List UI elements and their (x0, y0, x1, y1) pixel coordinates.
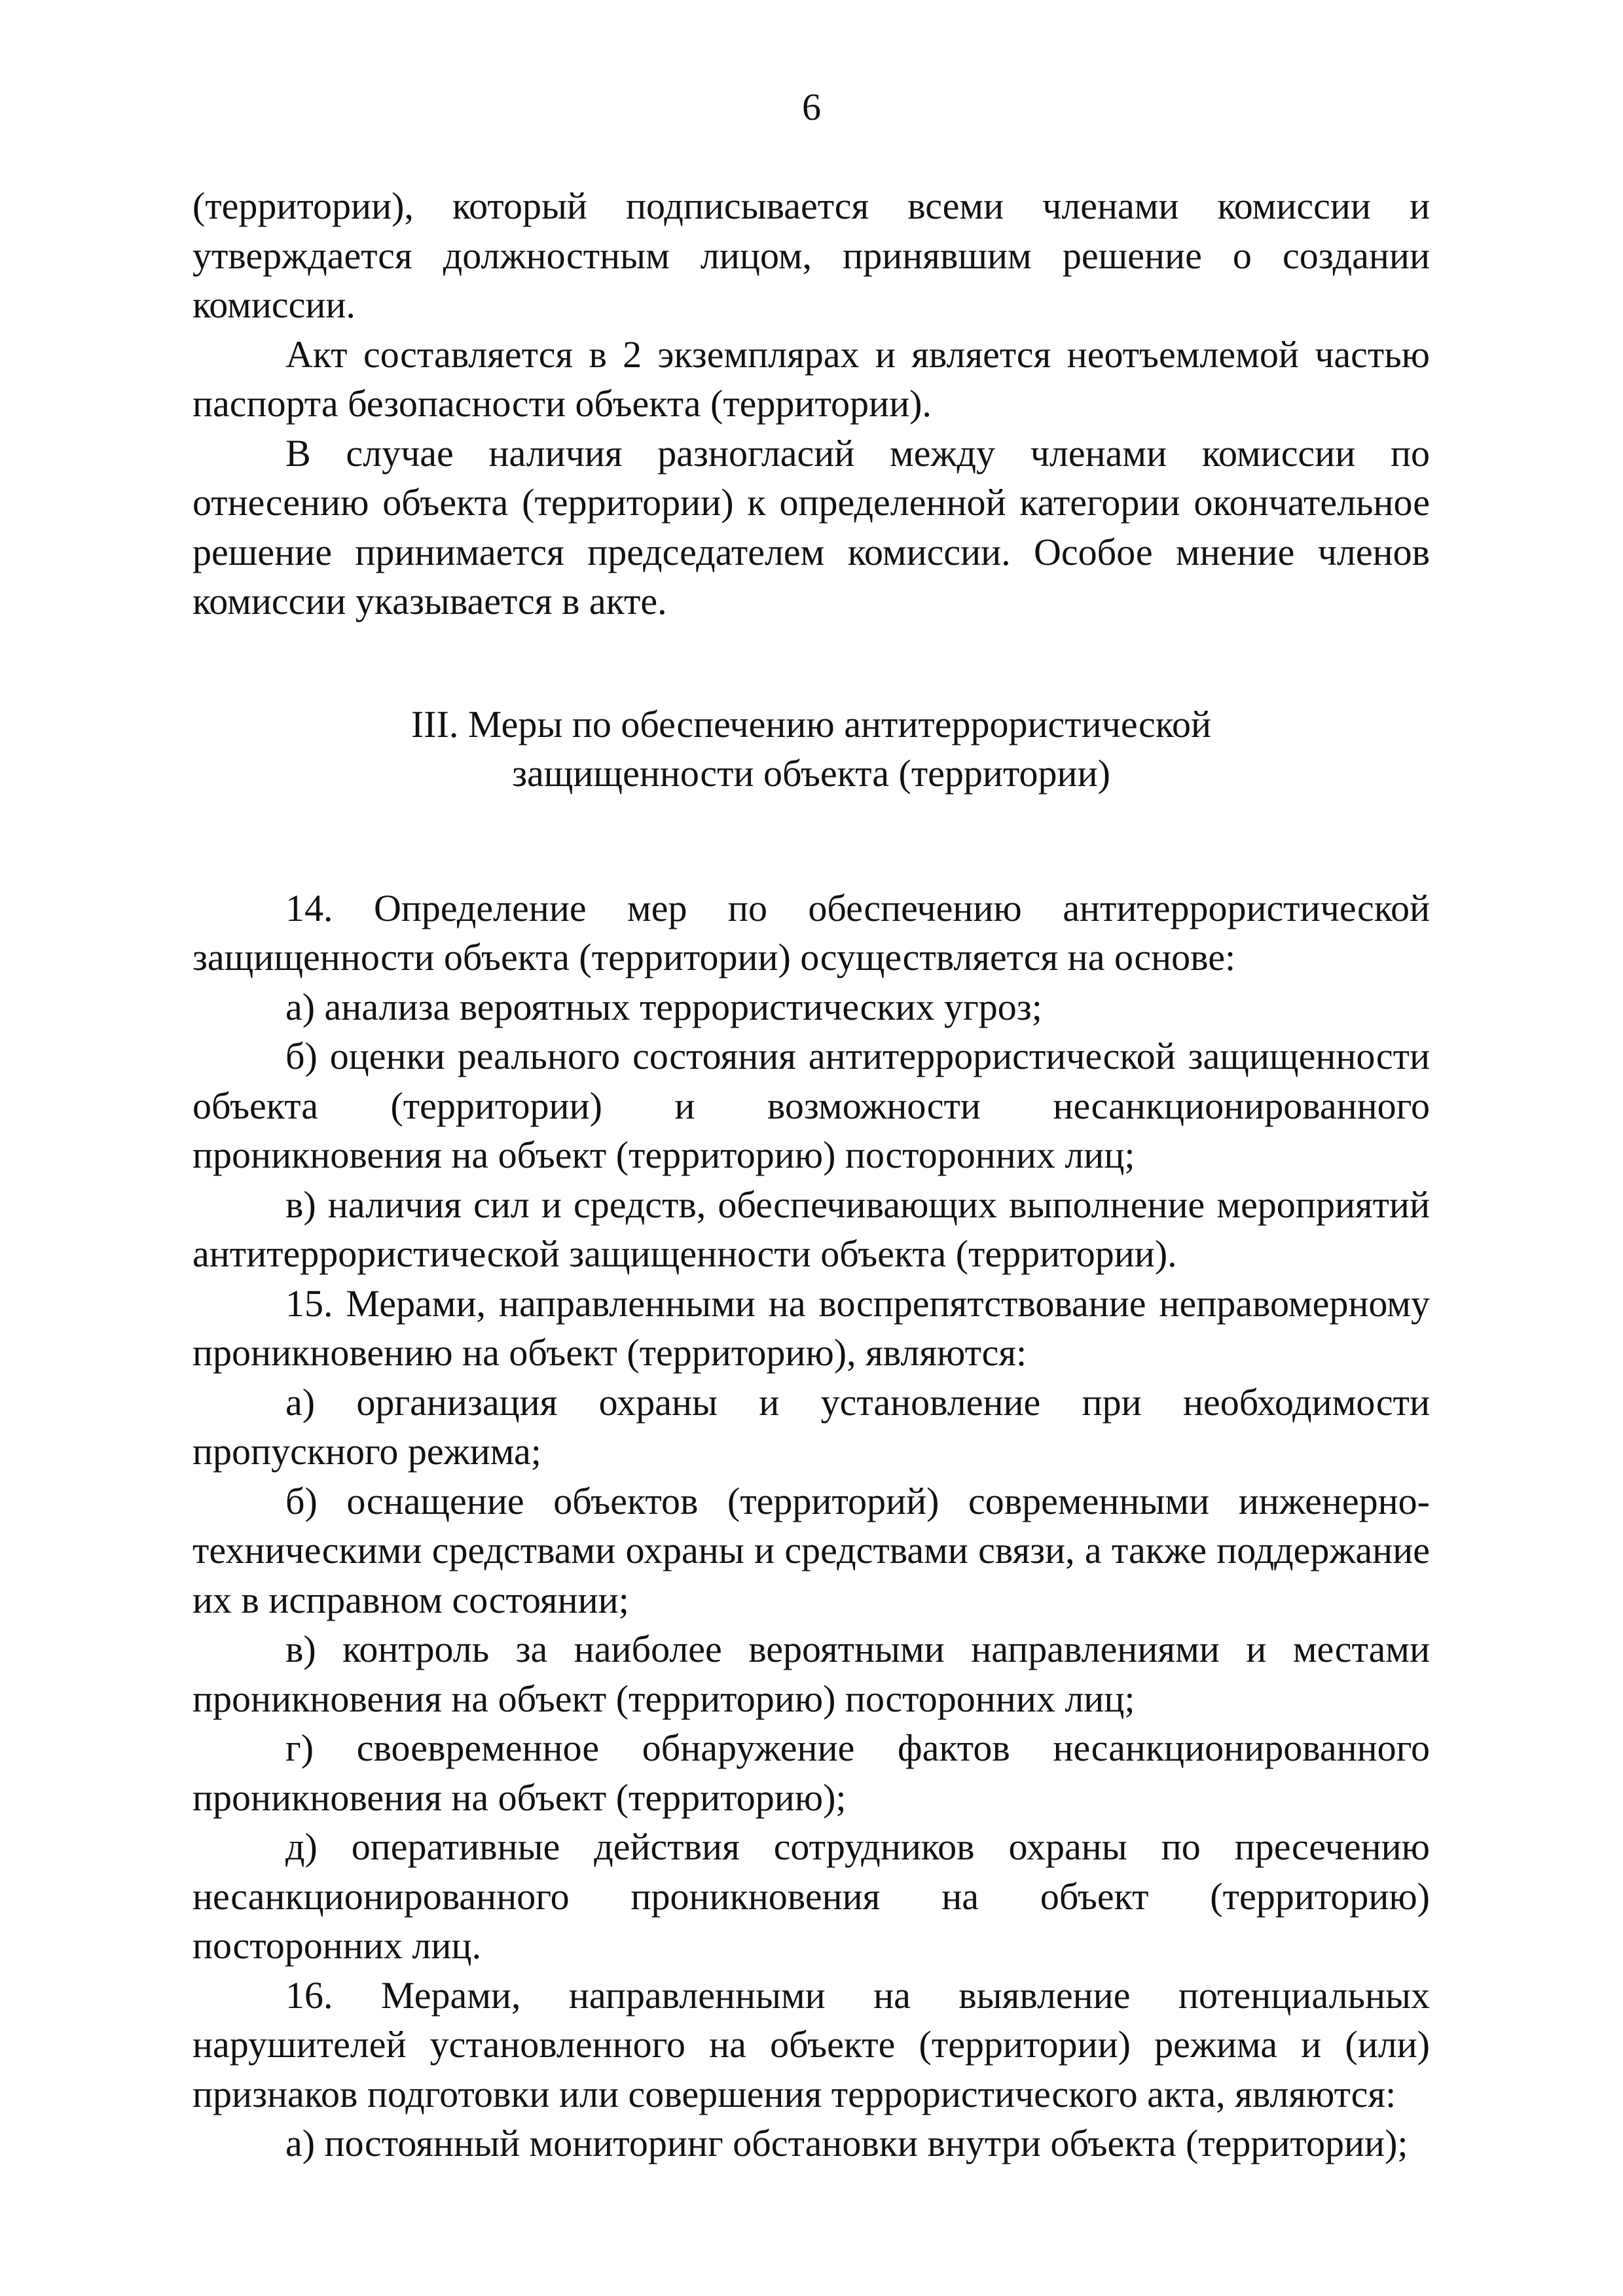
clause-14-v: в) наличия сил и средств, обеспечивающих выполнение мероприятий антитеррористической защищенности объекта (территории). (192, 1183, 1430, 1275)
clause-14: 14. Определение мер по обеспечению антитеррористической защищенности объекта (территории) осуществляется на основе: (192, 886, 1430, 978)
document-body (192, 181, 1430, 2168)
clause-15-d: д) оперативные действия сотрудников охраны по пресечению несанкционированного проникновения на объект (территорию) посторонних лиц. (192, 1825, 1430, 1967)
clause-16-a: а) постоянный мониторинг обстановки внутри объекта (территории); (285, 2122, 1408, 2164)
paragraph-act-copies: Акт составляется в 2 экземплярах и является неотъемлемой частью паспорта безопасности объекта (территории). (192, 332, 1430, 425)
clause-15-g: г) своевременное обнаружение фактов несанкционированного проникновения на объект (территорию); (192, 1727, 1430, 1819)
section-heading (192, 700, 1430, 798)
clause-15: 15. Мерами, направленными на воспрепятствование неправомерному проникновению на объект (территорию), являются: (192, 1282, 1430, 1374)
page-number: 6 (802, 86, 821, 128)
clause-15-b: б) оснащение объектов (территорий) современными инженерно-техническими средствами охраны и средствами связи, а также поддержание их в исправном состоянии; (192, 1479, 1430, 1621)
section-heading-line-1: III. Меры по обеспечению антитеррористической (410, 702, 1212, 745)
paragraph-disagreements: В случае наличия разногласий между членами комиссии по отнесению объекта (территории) к определенной категории окончательное решение принимается председателем комиссии. Особое мнение членов комиссии указывается в акте. (192, 431, 1430, 622)
section-heading-line-2: защищенности объекта (территории) (512, 752, 1110, 795)
clause-16: 16. Мерами, направленными на выявление потенциальных нарушителей установленного на объекте (территории) режима и (или) признаков подготовки или совершения террористического акта, являются: (192, 1973, 1430, 2115)
paragraph-continuation: (территории), который подписывается всеми членами комиссии и утверждается должностным лицом, принявшим решение о создании комиссии. (192, 185, 1430, 326)
clause-15-v: в) контроль за наиболее вероятными направлениями и местами проникновения на объект (территорию) посторонних лиц; (192, 1628, 1430, 1720)
clause-14-b: б) оценки реального состояния антитеррористической защищенности объекта (территории) и возможности несанкционированного проникновения на объект (территорию) посторонних лиц; (192, 1035, 1430, 1176)
clause-14-a: а) анализа вероятных террористических угроз; (285, 985, 1042, 1028)
clause-15-a: а) организация охраны и установление при необходимости пропускного режима; (192, 1380, 1430, 1473)
